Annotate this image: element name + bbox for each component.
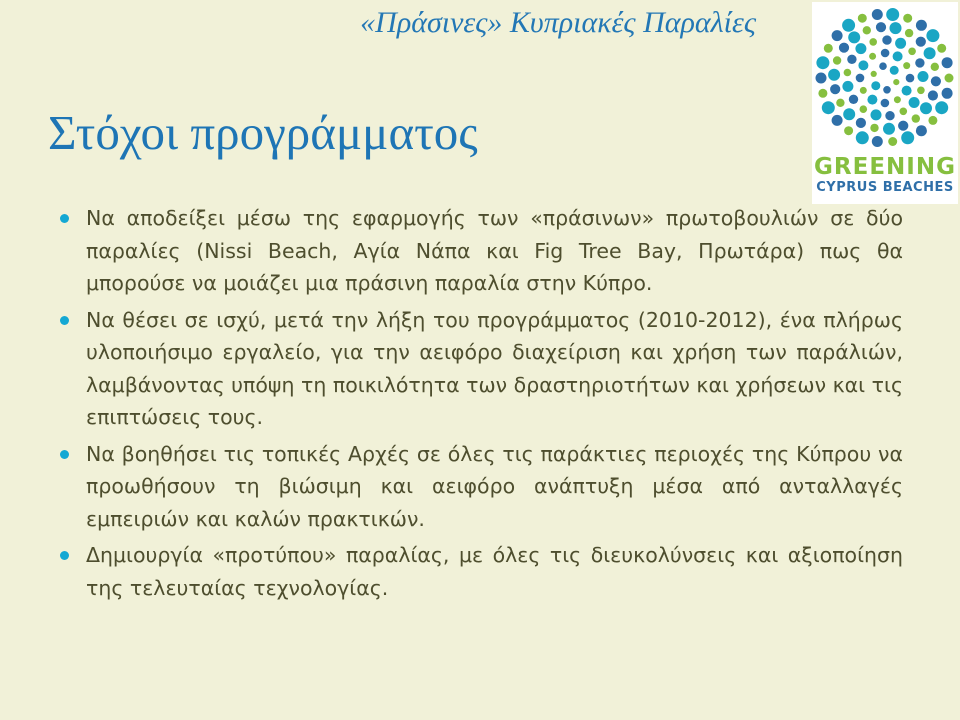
logo-dot [842, 81, 853, 92]
logo-dot [901, 131, 914, 144]
logo-dot [928, 90, 938, 100]
logo-dot [918, 71, 929, 82]
logo-dot [905, 29, 913, 37]
logo-dot [869, 38, 877, 46]
logo-dot [916, 20, 927, 31]
logo-dot [916, 37, 926, 47]
logo-dot [836, 99, 844, 107]
logo-dot [832, 30, 843, 41]
logo-dot [824, 44, 833, 53]
logo-dot [856, 131, 869, 144]
bullet-list [60, 202, 903, 608]
bullet-dot-icon [60, 551, 69, 560]
logo-dot [935, 101, 948, 114]
bullet-dot-icon [60, 450, 69, 459]
logo-dot [872, 9, 883, 20]
logo-dot [937, 44, 946, 53]
bullet-item [60, 304, 903, 434]
logo-dot [842, 19, 855, 32]
logo-dot [867, 95, 877, 105]
logo-dot [881, 49, 890, 58]
logo-dot [839, 43, 849, 53]
logo-dot [895, 38, 906, 49]
logo-dot [844, 69, 852, 77]
logo-dot [856, 74, 865, 83]
logo-dot [883, 86, 891, 94]
logo-dot [871, 71, 877, 77]
logo-dot [908, 48, 916, 56]
logo-dot [816, 73, 827, 84]
logo-dot [858, 14, 867, 23]
bullet-text: Να βοηθήσει τις τοπικές Αρχές σε όλες τις παράκτιες περιοχές της Κύπρου να προωθήσουν τη βιώσιμη και αειφόρο ανάπτυξη μέσα από ανταλλαγές εμπειριών και καλών πρακτικών. [86, 441, 903, 531]
logo-dot [871, 81, 880, 90]
bullet-text: Να θέσει σε ισχύ, μετά την λήξη του προγράμματος (2010-2012), ένα πλήρως υλοποιήσιμο εργαλείο, για την αειφόρο διαχείριση και χρήση των παράλιών, λαμβάνοντας υπόψη τη ποικιλότητα των δραστηριοτήτων και χρήσεων και τις επιπτώσεις τους. [86, 307, 903, 429]
logo-dot [912, 114, 920, 122]
logo-dot [863, 26, 871, 34]
logo-dot [860, 105, 868, 113]
bullet-dot-icon [60, 214, 69, 223]
logo-dot [858, 60, 868, 70]
logo-dot [855, 43, 866, 54]
logo-dot [926, 29, 939, 42]
logo-text-cyprus-beaches: CYPRUS BEACHES [816, 180, 954, 195]
logo-dot [869, 53, 876, 60]
bullet-item [60, 539, 903, 604]
logo-dot [928, 116, 937, 125]
header-title: «Πράσινες» Κυπριακές Παραλίες [360, 6, 756, 39]
greening-cyprus-beaches-logo [812, 2, 958, 204]
logo-dot [894, 96, 901, 103]
logo-dot [872, 136, 883, 147]
logo-dot [876, 22, 886, 32]
logo-dot [915, 58, 924, 67]
logo-dot [893, 51, 903, 61]
logo-dot [900, 108, 908, 116]
logo-dot [942, 88, 953, 99]
logo-dot [844, 126, 853, 135]
logo-dot [945, 74, 954, 83]
bullet-text: Να αποδείξει μέσω της εφαρμογής των «πράσινων» πρωτοβουλιών σε δύο παραλίες (Nissi Beach, Αγία Νάπα και Fig Tree Bay, Πρωτάρα) πως θα μπορούσε να μοιάζει μια πράσινη παραλία στην Κύπρο. [86, 206, 903, 295]
logo-dot [828, 69, 840, 81]
bullet-dot-icon [60, 316, 69, 325]
dotted-circle-logo-icon [812, 2, 958, 152]
logo-dot [906, 74, 915, 83]
logo-dot [871, 109, 882, 120]
bullet-item [60, 202, 903, 300]
logo-dot [903, 62, 910, 69]
logo-dot [832, 115, 843, 126]
slide-title: Στόχοι προγράμματος [48, 105, 478, 160]
logo-dot [879, 62, 887, 70]
logo-dot [847, 55, 856, 64]
logo-dot [848, 31, 860, 43]
logo-dot [885, 111, 894, 120]
logo-dot [890, 22, 902, 34]
logo-dot [902, 86, 912, 96]
logo-dot [881, 99, 890, 108]
logo-dot [816, 56, 829, 69]
logo-text-greening: GREENING [814, 154, 956, 180]
logo-dot [886, 8, 899, 21]
logo-dot [856, 118, 866, 128]
logo-dot [920, 102, 932, 114]
logo-dot [916, 125, 927, 136]
logo-dot [931, 76, 941, 86]
logo-dot [843, 108, 855, 120]
logo-dot [883, 123, 895, 135]
logo-dot [849, 95, 858, 104]
logo-dot [888, 137, 897, 146]
logo-dot [893, 79, 899, 85]
logo-dot [898, 121, 908, 131]
logo-dot [882, 35, 891, 44]
logo-dot [890, 66, 899, 75]
logo-dot [860, 87, 867, 94]
logo-dot [917, 87, 925, 95]
logo-dot [931, 63, 939, 71]
bullet-item [60, 438, 903, 536]
logo-dot [818, 89, 827, 98]
logo-dot [822, 101, 835, 114]
logo-dot [870, 124, 878, 132]
logo-dot [903, 14, 912, 23]
logo-dot [942, 57, 953, 68]
logo-dot [924, 47, 936, 59]
logo-dot [833, 56, 841, 64]
logo-dot [909, 97, 920, 108]
bullet-text: Δημιουργία «προτύπου» παραλίας, με όλες τις διευκολύνσεις και αξιοποίηση της τελευταίας τεχνολογίας. [86, 543, 903, 600]
logo-dot [830, 84, 840, 94]
